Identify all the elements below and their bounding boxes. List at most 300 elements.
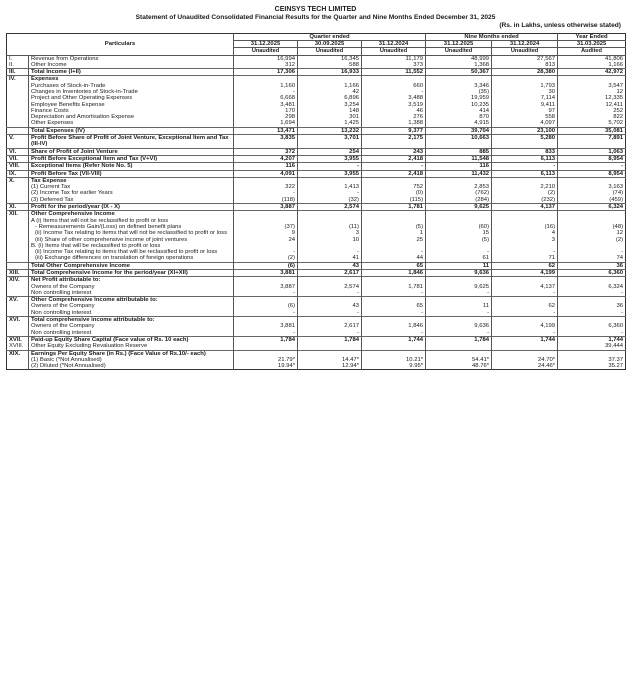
row-value: 9,636	[426, 270, 492, 277]
row-value: 9,411	[492, 102, 558, 108]
row-value: -	[558, 330, 626, 337]
table-row	[7, 155, 626, 162]
row-value: 2,418	[362, 155, 426, 162]
row-value	[492, 177, 558, 184]
row-number: XVII.	[7, 336, 29, 343]
table-row	[7, 120, 626, 127]
row-value: 1,793	[492, 83, 558, 89]
row-value: (37)	[234, 224, 298, 230]
row-value: 6,360	[558, 323, 626, 329]
table-row	[7, 363, 626, 370]
row-value: 46	[362, 108, 426, 114]
row-number: VII.	[7, 155, 29, 162]
row-value: 4	[492, 230, 558, 236]
table-row	[7, 262, 626, 269]
row-value: 4,199	[492, 270, 558, 277]
row-number: V.	[7, 135, 29, 149]
row-value: -	[558, 163, 626, 170]
row-label: Total Other Comprehensive Income	[29, 262, 234, 269]
row-value	[426, 211, 492, 218]
row-value: -	[298, 310, 362, 317]
row-value	[298, 317, 362, 324]
row-value: -	[492, 290, 558, 297]
row-value: 54.41*	[426, 357, 492, 363]
column-date: 31.12.2025	[426, 40, 492, 47]
row-value: 8,954	[558, 170, 626, 177]
row-value: 36	[558, 303, 626, 309]
row-value: 3,547	[558, 83, 626, 89]
row-label: (3) Deferred Tax	[29, 197, 234, 204]
column-date: 31.12.2024	[492, 40, 558, 47]
row-value: 1,425	[298, 120, 362, 127]
row-value: 813	[492, 62, 558, 69]
row-label: Changes in Inventories of Stock-in-Trade	[29, 89, 234, 95]
row-value	[298, 350, 362, 357]
row-label: A (i) Items that will not be reclassified to profit or loss	[29, 218, 234, 224]
row-value	[558, 177, 626, 184]
column-date: 31.12.2024	[362, 40, 426, 47]
row-value: (2)	[558, 237, 626, 243]
row-value: 276	[362, 114, 426, 120]
row-value: 254	[298, 148, 362, 155]
row-value: -	[298, 190, 362, 196]
row-value: -	[492, 249, 558, 255]
row-value: 6,668	[234, 95, 298, 101]
row-value: -	[362, 330, 426, 337]
row-label: Total Expenses (IV)	[29, 127, 234, 134]
row-number	[7, 255, 29, 262]
table-row	[7, 170, 626, 177]
row-label: B. (i) Items that will be reclassified to profit or loss	[29, 243, 234, 249]
row-value: 3,835	[234, 135, 298, 149]
row-value: 870	[426, 114, 492, 120]
row-label: Tax Expense	[29, 177, 234, 184]
row-value	[298, 177, 362, 184]
row-label: Total Comprehensive Income for the period/year (XI+XII)	[29, 270, 234, 277]
row-value: 1,744	[362, 336, 426, 343]
row-label: (iii) Share of other comprehensive income of joint ventures	[29, 237, 234, 243]
row-number	[7, 330, 29, 337]
row-value: 11,179	[362, 55, 426, 62]
row-number: XIX.	[7, 350, 29, 357]
row-value: 4,137	[492, 284, 558, 290]
column-status: Unaudited	[492, 48, 558, 55]
row-value: 9	[234, 230, 298, 236]
row-value: 35.27	[558, 363, 626, 370]
row-value: 11	[426, 303, 492, 309]
table-row	[7, 55, 626, 62]
row-value: 9,625	[426, 204, 492, 211]
row-value	[362, 277, 426, 284]
row-value	[492, 297, 558, 304]
table-row	[7, 277, 626, 284]
row-value: 42,972	[558, 69, 626, 76]
table-row	[7, 317, 626, 324]
row-value: 4,091	[234, 170, 298, 177]
row-value: 23,100	[492, 127, 558, 134]
row-label: Employee Benefits Expense	[29, 102, 234, 108]
row-value: 12	[558, 89, 626, 95]
row-value: 4,199	[492, 323, 558, 329]
row-number: XV.	[7, 297, 29, 304]
row-value: 2,617	[298, 323, 362, 329]
row-value: 13,232	[298, 127, 362, 134]
row-value: (118)	[234, 197, 298, 204]
row-value	[234, 211, 298, 218]
row-value: 822	[558, 114, 626, 120]
row-label: (1) Basic (*Not Annualised)	[29, 357, 234, 363]
row-value: 41,806	[558, 55, 626, 62]
nine-months-header: Nine Months ended	[426, 33, 558, 40]
row-value: 30	[492, 89, 558, 95]
table-row	[7, 297, 626, 304]
row-label: Other Income	[29, 62, 234, 69]
row-value: 5,280	[492, 135, 558, 149]
row-value: (6)	[234, 262, 298, 269]
row-value	[298, 211, 362, 218]
row-value	[234, 297, 298, 304]
row-value: 9,636	[426, 323, 492, 329]
row-value: 243	[362, 148, 426, 155]
row-value: 48,999	[426, 55, 492, 62]
row-value	[234, 277, 298, 284]
table-row	[7, 343, 626, 350]
row-value: 1,846	[362, 323, 426, 329]
row-value	[362, 317, 426, 324]
row-value: 4,097	[492, 120, 558, 127]
row-value	[492, 211, 558, 218]
row-number: XII.	[7, 211, 29, 218]
row-value: 24.46*	[492, 363, 558, 370]
row-value: (16)	[492, 224, 558, 230]
row-value: 11,548	[426, 155, 492, 162]
row-value	[362, 350, 426, 357]
row-value: 11,432	[426, 170, 492, 177]
row-value	[298, 76, 362, 83]
row-value: 885	[426, 148, 492, 155]
table-row	[7, 255, 626, 262]
row-value: -	[234, 290, 298, 297]
row-value: 833	[492, 148, 558, 155]
row-value: 3	[298, 230, 362, 236]
row-value: 1,388	[362, 120, 426, 127]
row-label: Finance Costs	[29, 108, 234, 114]
row-value: (2)	[492, 190, 558, 196]
company-name: CEINSYS TECH LIMITED	[274, 6, 357, 13]
units-note: (Rs. in Lakhs, unless otherwise stated)	[499, 22, 621, 30]
row-value: 9,625	[426, 284, 492, 290]
row-value	[492, 350, 558, 357]
row-value: 43	[298, 303, 362, 309]
row-value: -	[298, 330, 362, 337]
row-value: -	[362, 89, 426, 95]
row-number	[7, 290, 29, 297]
row-number	[7, 127, 29, 134]
row-value: (48)	[558, 224, 626, 230]
row-value: 148	[298, 108, 362, 114]
row-label: (1) Current Tax	[29, 184, 234, 190]
row-value: -	[362, 310, 426, 317]
row-value: (5)	[362, 224, 426, 230]
row-value: 4,137	[492, 204, 558, 211]
row-value: (74)	[558, 190, 626, 196]
row-value: 372	[234, 148, 298, 155]
row-value	[362, 211, 426, 218]
row-value: -	[298, 163, 362, 170]
row-value: 3,519	[362, 102, 426, 108]
row-label: Non controlling interest	[29, 290, 234, 297]
row-value: 19.94*	[234, 363, 298, 370]
row-number: XI.	[7, 204, 29, 211]
row-value: 5,702	[558, 120, 626, 127]
row-value: 1,160	[234, 83, 298, 89]
row-value: 35,081	[558, 127, 626, 134]
row-value: 74	[558, 255, 626, 262]
table-row	[7, 336, 626, 343]
row-label: (ii) Income Tax relating to items that will be reclassified to profit or loss	[29, 249, 234, 255]
row-value: 48.76*	[426, 363, 492, 370]
quarter-ended-header: Quarter ended	[234, 33, 426, 40]
row-value: 660	[362, 83, 426, 89]
row-value: -	[492, 163, 558, 170]
row-value: 2,574	[298, 204, 362, 211]
table-row	[7, 127, 626, 134]
statement-title: Statement of Unaudited Consolidated Financial Results for the Quarter and Nine Months Ended December 31, 2025	[135, 14, 496, 22]
row-value: 1,846	[362, 270, 426, 277]
row-value: 19,959	[426, 95, 492, 101]
row-label: Other Equity Excluding Revaluation Reserve	[29, 343, 234, 350]
table-row	[7, 270, 626, 277]
row-value: 1,784	[426, 336, 492, 343]
row-label: Exceptional Items (Refer Note No. 5)	[29, 163, 234, 170]
row-value: (232)	[492, 197, 558, 204]
row-value: 37.37	[558, 357, 626, 363]
table-row	[7, 135, 626, 149]
row-value: 6,113	[492, 170, 558, 177]
column-status: Unaudited	[362, 48, 426, 55]
row-value: 6,360	[558, 270, 626, 277]
row-value: 41	[298, 255, 362, 262]
row-value: 1,694	[234, 120, 298, 127]
row-value: 1,744	[558, 336, 626, 343]
row-value: 11,552	[362, 69, 426, 76]
row-value: 2,853	[426, 184, 492, 190]
row-value: 3,955	[298, 155, 362, 162]
row-value: 13,471	[234, 127, 298, 134]
row-value	[298, 343, 362, 350]
row-value: 1,166	[558, 62, 626, 69]
row-value: 12.94*	[298, 363, 362, 370]
table-row	[7, 177, 626, 184]
row-label: Profit Before Share of Profit of Joint Venture, Exceptional Item and Tax (III-IV)	[29, 135, 234, 149]
row-value: -	[362, 249, 426, 255]
row-value: 6,896	[298, 95, 362, 101]
results-table	[6, 33, 626, 371]
row-value: 588	[298, 62, 362, 69]
row-value: 21.79*	[234, 357, 298, 363]
row-value: 1,781	[362, 284, 426, 290]
row-value: -	[362, 163, 426, 170]
table-row	[7, 290, 626, 297]
row-value	[362, 343, 426, 350]
row-value: 16,994	[234, 55, 298, 62]
row-value	[234, 317, 298, 324]
row-number: III.	[7, 69, 29, 76]
column-status: Unaudited	[234, 48, 298, 55]
table-row	[7, 197, 626, 204]
row-label: Net Profit attributable to:	[29, 277, 234, 284]
row-value: (0)	[362, 190, 426, 196]
row-value	[426, 76, 492, 83]
row-value: 24	[234, 237, 298, 243]
row-value: 414	[426, 108, 492, 114]
row-value: 373	[362, 62, 426, 69]
row-number	[7, 363, 29, 370]
row-value	[558, 277, 626, 284]
row-value: 65	[362, 262, 426, 269]
row-value: 3,254	[298, 102, 362, 108]
row-value: (6)	[234, 303, 298, 309]
row-value	[426, 350, 492, 357]
row-value: -	[426, 330, 492, 337]
row-value	[492, 76, 558, 83]
row-value: 116	[234, 163, 298, 170]
row-number: X.	[7, 177, 29, 184]
row-value: 2,210	[492, 184, 558, 190]
year-ended-header: Year Ended	[558, 33, 626, 40]
row-value: 4,915	[426, 120, 492, 127]
row-value: 6,113	[492, 155, 558, 162]
row-value: 16,345	[298, 55, 362, 62]
row-value	[362, 177, 426, 184]
row-value: (60)	[426, 224, 492, 230]
row-label: (2) Income Tax for earlier Years	[29, 190, 234, 196]
row-value: 12,411	[558, 102, 626, 108]
row-value: (284)	[426, 197, 492, 204]
row-value: 2,574	[298, 284, 362, 290]
row-label: Purchases of Stock-in-Trade	[29, 83, 234, 89]
row-number	[7, 120, 29, 127]
table-row	[7, 62, 626, 69]
row-label: Depreciation and Amortisation Expense	[29, 114, 234, 120]
row-value: -	[234, 190, 298, 196]
row-value: 39,444	[558, 343, 626, 350]
row-label: (ii) Income Tax relating to items that will not be reclassified to profit or loss	[29, 230, 234, 236]
results-body	[7, 55, 626, 370]
row-value: 97	[492, 108, 558, 114]
row-value: 1,784	[234, 336, 298, 343]
row-label: Profit Before Tax (VII-VIII)	[29, 170, 234, 177]
table-row	[7, 148, 626, 155]
row-value: 28,380	[492, 69, 558, 76]
table-row	[7, 204, 626, 211]
row-label: Owners of the Company	[29, 284, 234, 290]
row-value: 1,781	[362, 204, 426, 211]
column-date: 31.12.2025	[234, 40, 298, 47]
row-value: (762)	[426, 190, 492, 196]
row-label: Non controlling interest	[29, 330, 234, 337]
row-value	[426, 177, 492, 184]
row-value	[558, 211, 626, 218]
row-value: 558	[492, 114, 558, 120]
row-value: 50,367	[426, 69, 492, 76]
row-number: XVIII.	[9, 343, 24, 350]
row-value: 3,955	[298, 170, 362, 177]
row-value: -	[234, 330, 298, 337]
row-value: 1,784	[298, 336, 362, 343]
row-label: Other Comprehensive Income	[29, 211, 234, 218]
row-value: 752	[362, 184, 426, 190]
table-row	[7, 330, 626, 337]
row-label: Total comprehensive income attributable to:	[29, 317, 234, 324]
row-value: -	[234, 310, 298, 317]
row-number: I.	[9, 55, 13, 62]
row-label: Profit Before Exceptional Item and Tax (V+VI)	[29, 155, 234, 162]
row-value: 16,933	[298, 69, 362, 76]
row-value: 3,488	[362, 95, 426, 101]
row-value: 65	[362, 303, 426, 309]
row-value: 6,324	[558, 284, 626, 290]
row-value: 3,481	[234, 102, 298, 108]
row-label: Paid-up Equity Share Capital (Face value of Rs. 10 each)	[29, 336, 234, 343]
row-label: (iii) Exchange differences on translation of foreign operations	[29, 255, 234, 262]
row-value: 43	[298, 262, 362, 269]
row-value: 1,744	[492, 336, 558, 343]
row-number: IX.	[7, 170, 29, 177]
row-value: 1,063	[558, 148, 626, 155]
row-value: 9.95*	[362, 363, 426, 370]
row-value: 11	[426, 262, 492, 269]
row-value: 3,346	[426, 83, 492, 89]
row-value: -	[558, 290, 626, 297]
row-value: 3,163	[558, 184, 626, 190]
row-value: 44	[362, 255, 426, 262]
row-value: 62	[492, 262, 558, 269]
row-value	[234, 350, 298, 357]
table-row	[7, 163, 626, 170]
column-status: Unaudited	[298, 48, 362, 55]
row-label: Expenses	[29, 76, 234, 83]
column-status: Unaudited	[426, 48, 492, 55]
row-value: 39,704	[426, 127, 492, 134]
row-value: 2,418	[362, 170, 426, 177]
row-number: VIII.	[7, 163, 29, 170]
row-value: 24.70*	[492, 357, 558, 363]
row-label: Owners of the Company	[29, 323, 234, 329]
row-value: -	[426, 310, 492, 317]
column-date: 31.03.2025	[558, 40, 626, 47]
row-label: Other Expenses	[29, 120, 234, 127]
row-value: -	[558, 310, 626, 317]
row-value: 322	[234, 184, 298, 190]
row-value	[426, 343, 492, 350]
row-value: -	[362, 290, 426, 297]
row-value: 14.47*	[298, 357, 362, 363]
row-value: 312	[234, 62, 298, 69]
row-value: 27,567	[492, 55, 558, 62]
row-value	[362, 76, 426, 83]
particulars-header: Particulars	[7, 33, 234, 55]
row-value: 3,887	[234, 204, 298, 211]
row-label: Share of Profit of Joint Venture	[29, 148, 234, 155]
row-value: -	[426, 249, 492, 255]
table-row	[7, 310, 626, 317]
row-value: (11)	[298, 224, 362, 230]
row-value: 170	[234, 108, 298, 114]
row-number: XIV.	[7, 277, 29, 284]
row-value: 3	[492, 237, 558, 243]
row-number: VI.	[7, 148, 29, 155]
